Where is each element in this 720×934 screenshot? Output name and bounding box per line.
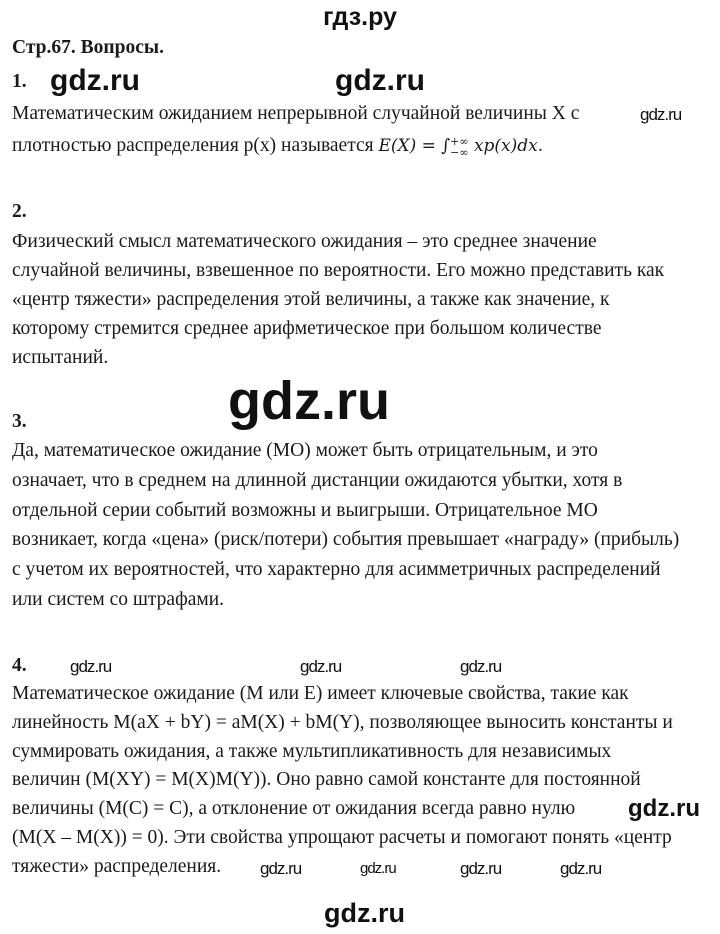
answer-line: Да, математическое ожидание (МО) может быть отрицательным, и это [12,440,598,461]
answer-line [12,134,543,158]
watermark: gdz.ru [228,371,390,431]
site-header: гдз.ру [323,3,397,31]
question-number: 1. [12,71,27,92]
answer-line: отдельной серии событий возможны и выигрыши. Отрицательное МО [12,500,598,521]
answer-line: (M(X – M(X)) = 0). Эти свойства упрощают расчеты и помогают понять «центр [12,827,672,848]
answer-line: Математическим ожиданием непрерывной случайной величины X с [12,103,580,124]
watermark: gdz.ru [260,859,302,878]
answer-line: возникает, когда «цена» (риск/потери) события превышает «награду» (прибыль) [12,529,680,550]
page-title: Стр.67. Вопросы. [12,37,164,58]
answer-line: случайной величины, взвешенное по вероятности. Его можно представить как [12,260,665,281]
answer-line: «центр тяжести» распределения этой величины, а также как значение, к [12,289,610,310]
watermark: gdz.ru [460,859,502,878]
answer-line: с учетом их вероятностей, что характерно для асимметричных распределений [12,559,661,580]
formula-lower: −∞ [450,145,469,159]
watermark: gdz.ru [324,898,405,928]
question-number: 3. [12,411,27,432]
answer-line: Физический смысл математического ожидания – это среднее значение [12,231,597,252]
watermark: gdz.ru [640,105,682,124]
answer-line: испытаний. [12,347,109,368]
answer-line: Математическое ожидание (M или E) имеет ключевые свойства, такие как [12,683,629,704]
answer-line: величины (M(C) = C), а отклонение от ожидания всегда равно нулю [12,798,576,819]
watermark: gdz.ru [460,657,502,676]
answer-line: величин (M(XY) = M(X)M(Y)). Оно равно самой константе для постоянной [12,769,641,790]
watermark: gdz.ru [360,860,396,877]
watermark: gdz.ru [70,657,112,676]
answer-line: или систем со штрафами. [12,589,225,610]
formula-upper: +∞ [450,134,469,148]
watermark: gdz.ru [300,657,342,676]
question-number: 2. [12,201,27,222]
formula [378,134,544,159]
formula-lhs: E(X) = ∫ [378,136,451,156]
watermark: gdz.ru [560,859,602,878]
answer-line: которому стремится среднее арифметическое при большом количестве [12,318,602,339]
answer-text: плотностью распределения p(x) называется [12,135,374,156]
formula-rhs: xp(x)dx. [473,136,544,156]
answer-line: тяжести» распределения. [12,856,222,877]
answer-line: суммировать ожидания, а также мультипликативность для независимых [12,741,612,762]
answer-line: линейность M(aX + bY) = aM(X) + bM(Y), позволяющее выносить константы и [12,712,673,733]
question-number: 4. [12,655,27,676]
answer-line: означает, что в среднем на длинной дистанции ожидаются убытки, хотя в [12,470,623,491]
watermark: gdz.ru [628,795,700,822]
watermark: gdz.ru [335,64,425,97]
watermark: gdz.ru [50,64,140,97]
